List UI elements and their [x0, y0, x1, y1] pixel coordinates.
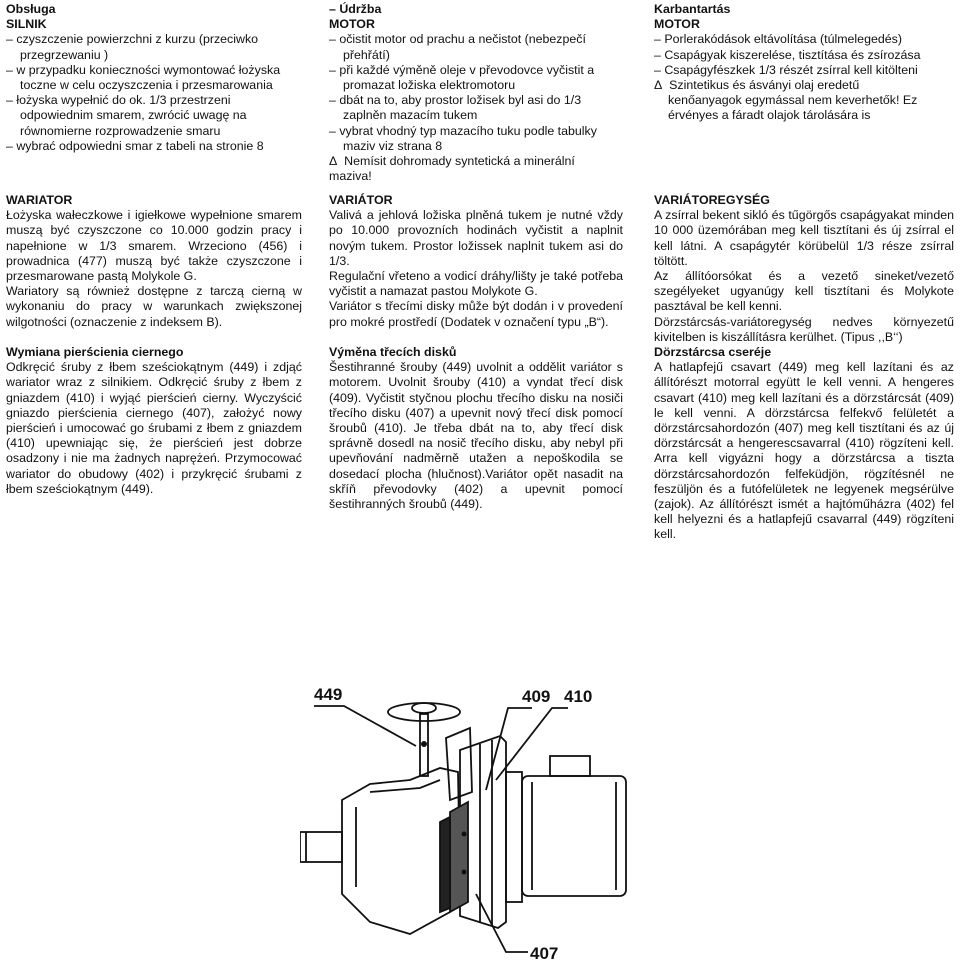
- cz-top-item-cont: přehřátí): [343, 47, 390, 62]
- pl-mid-paragraph: Wariatory są również dostępne z tarczą cierną w wykonaniu do pracy w warunkach zwiększonej wilgotności (oznaczenie z indeksem B).: [6, 284, 302, 329]
- hu-variator-section: [654, 193, 954, 345]
- terminal-box: [550, 756, 590, 776]
- cz-top-item-cont: maziv viz strana 8: [343, 138, 443, 153]
- pl-top-item: – czyszczenie powierzchni z kurzu (przeciwko: [6, 32, 302, 47]
- cz-variator-section: [329, 193, 623, 330]
- hu-top-warning-cont: érvényes a fáradt olajok tárolására is: [668, 108, 871, 123]
- cz-bot-title: Výměna třecích disků: [329, 345, 457, 359]
- pl-bot-paragraph: Odkręcić śruby z łbem sześciokątnym (449) i zdjąć wariator wraz z silnikiem. Odkręcić śruby z łbem z gniazdem (410) i wyjąć pierścień cierny. Wyczyścić gniazdo pierścienia ciernego (407), założyć nowy pierścień i umocować go śrubami z łbem z gniazdem (410) upewniając się, że pierścień jest dobrze osadzony i nie ma żadnych naprężeń. Przymocować wariator do obudowy (402) i przykręcić śrubami z łbem sześciokątnym (449).: [6, 360, 302, 496]
- pl-mid-paragraph: Łożyska wałeczkowe i igiełkowe wypełnione smarem muszą być czyszczone co 10.000 godzin pracy i napełnione w 1/3 smarem. Wrzeciono (456) i prowadnica (477) muszą być także czyszczone i przesmarowane pastą Molykole G.: [6, 208, 302, 284]
- cz-top-item-cont: zaplněn mazacím tukem: [343, 108, 478, 123]
- pl-top-item: – w przypadku konieczności wymontować łożyska: [6, 63, 302, 78]
- hu-mid-paragraph: Dörzstárcsás-variátoregység nedves környezetű kivitelben is kiszállításra kerülhet. (Tipus ,,B‘‘): [654, 314, 954, 344]
- hu-top-item: – Porlerakódások eltávolítása (túlmelegedés): [654, 32, 954, 47]
- cz-top-item: – očistit motor od prachu a nečistot (nebezpečí: [329, 32, 623, 47]
- pl-disc-replacement: [6, 345, 302, 497]
- cz-mid-paragraph: Regulační vřeteno a vodicí dráhy/lišty je také potřeba vyčistit a namazat pastou Molykote G.: [329, 269, 623, 299]
- pl-maintenance-motor: [6, 2, 302, 154]
- pl-mid-title: WARIATOR: [6, 193, 73, 207]
- hu-top-warning-cont: kenőanyagok egymással nem keverhetők! Ez: [668, 93, 918, 108]
- pl-top-item-cont: przegrzewaniu ): [20, 47, 109, 62]
- pl-top-item-cont: odpowiednim smarem, zwrócić uwagę na: [20, 108, 247, 123]
- hu-top-warning: Δ Szintetikus és ásványi olaj eredetű: [654, 78, 954, 93]
- hu-top-subtitle: MOTOR: [654, 17, 700, 32]
- pl-top-item: – łożyska wypełnić do ok. 1/3 przestrzeni: [6, 93, 302, 108]
- cz-top-subtitle: MOTOR: [329, 17, 375, 32]
- label-409: 409: [522, 687, 551, 706]
- label-407: 407: [530, 944, 559, 962]
- cz-top-warning-cont: maziva!: [329, 169, 372, 184]
- motor-body: [522, 776, 626, 896]
- pl-top-item: – wybrać odpowiedni smar z tabeli na stronie 8: [6, 139, 302, 154]
- cz-mid-paragraph: Valivá a jehlová ložiska plněná tukem je nutné vždy po 10.000 provozních hodinách vyčistit a naplnit novým tukem. Prostor ložissek naplnit tukem asi do 1/3.: [329, 208, 623, 268]
- leader-449: [314, 706, 416, 746]
- cz-mid-title: VARIÁTOR: [329, 193, 393, 207]
- hu-maintenance-motor: [654, 2, 954, 124]
- variator-motor-drawing: [300, 672, 630, 962]
- cz-top-item: – vybrat vhodný typ mazacího tuku podle tabulky: [329, 124, 623, 139]
- pl-top-title: Obsługa: [6, 2, 56, 16]
- hu-top-item: – Csapágyfészkek 1/3 részét zsírral kell kitölteni: [654, 63, 954, 78]
- cz-disc-replacement: [329, 345, 623, 512]
- friction-disc: [450, 802, 468, 912]
- motor-flange: [506, 772, 522, 902]
- cz-top-item: – dbát na to, aby prostor ložisek byl asi do 1/3: [329, 93, 623, 108]
- hu-disc-replacement: [654, 345, 954, 543]
- cz-top-item: – při každé výměně oleje v převodovce vyčistit a: [329, 63, 623, 78]
- pl-top-subtitle: SILNIK: [6, 17, 47, 32]
- handwheel: [388, 703, 460, 721]
- cz-top-item-cont: promazat ložiska elektromotoru: [343, 78, 516, 93]
- cz-bot-paragraph: Šestihranné šrouby (449) uvolnit a oddělit variátor s motorem. Uvolnit šrouby (410) a vyndat třecí disk (409). Vyčistit styčnou plochu třecího disku na nosiči třecího disku (407) a upevnit nový třecí disk pomocí šroubů (410). Je třeba dbát na to, aby třecí disk správně dosedl na nosič třecího disku, aby nebyl při upevňování nadměrně utažen a nepoškodila se dosedací plocha (hlučnost).Variátor opět nasadit na skříň převodovky (402) a upevnit pomocí šestihranných šroubů (449).: [329, 360, 623, 512]
- hu-mid-paragraph: Az állítóorsókat és a vezető sineket/vezető szegélyeket ugyanúgy kell tisztítani és Molykote pasztával be kell kenni.: [654, 269, 954, 314]
- hu-bot-paragraph: A hatlapfejű csavart (449) meg kell lazítani és az állítórészt motorral együtt le kell venni. A hengeres csavart (410) meg kell lazítani és a dörzstárcsát (409) le kell venni. A dörzstárcsa felfekvő felületét a dörzstárcsahordozón (407) meg kell tisztítani és az új dörzstárcsát a hengerescsavarral (410) rögzíteni kell. Arra kell vigyázni hogy a dörzstárcsa a tiszta dörzstárcsahordozón felfeküdjön, rögzítésnél ne feszüljön és a futófelületek ne legyenek megsérülve (zajok). Az állítórészt ismét a hajtóműházra (402) fel kell helyezni és a hatlapfejű csavarral (449) rögzíteni kell.: [654, 360, 954, 542]
- pl-top-item-cont: równomierne rozprowadzenie smaru: [20, 123, 221, 138]
- cz-top-title: – Údržba: [329, 2, 623, 17]
- pl-top-item-cont: toczne w celu oczyszczenia i przesmarowania: [20, 78, 273, 93]
- pl-bot-title: Wymiana pierścienia ciernego: [6, 345, 184, 359]
- cz-maintenance-motor: [329, 2, 623, 184]
- hu-top-item: – Csapágyak kiszerelése, tisztítása és zsírozása: [654, 48, 954, 63]
- cz-top-warning: Δ Nemísit dohromady syntetická a minerální: [329, 154, 623, 169]
- hu-top-title: Karbantartás: [654, 2, 731, 16]
- hu-bot-title: Dörzstárcsa cseréje: [654, 345, 772, 359]
- cz-mid-paragraph: Variátor s třecími disky může být dodán i v provedení pro mokré prostředí (Dodatek v označení typu „B“).: [329, 299, 623, 329]
- label-449: 449: [314, 685, 343, 704]
- hu-mid-title: VARIÁTOREGYSÉG: [654, 193, 770, 207]
- pl-variator-section: [6, 193, 302, 330]
- label-410: 410: [564, 687, 593, 706]
- hu-mid-paragraph: A zsírral bekent sikló és tűgörgős csapágyakat minden 10 000 üzemórában meg kell tisztítani és új zsírral el kell látni. A csapágytér körübelül 1/3 része zsírral töltött.: [654, 208, 954, 268]
